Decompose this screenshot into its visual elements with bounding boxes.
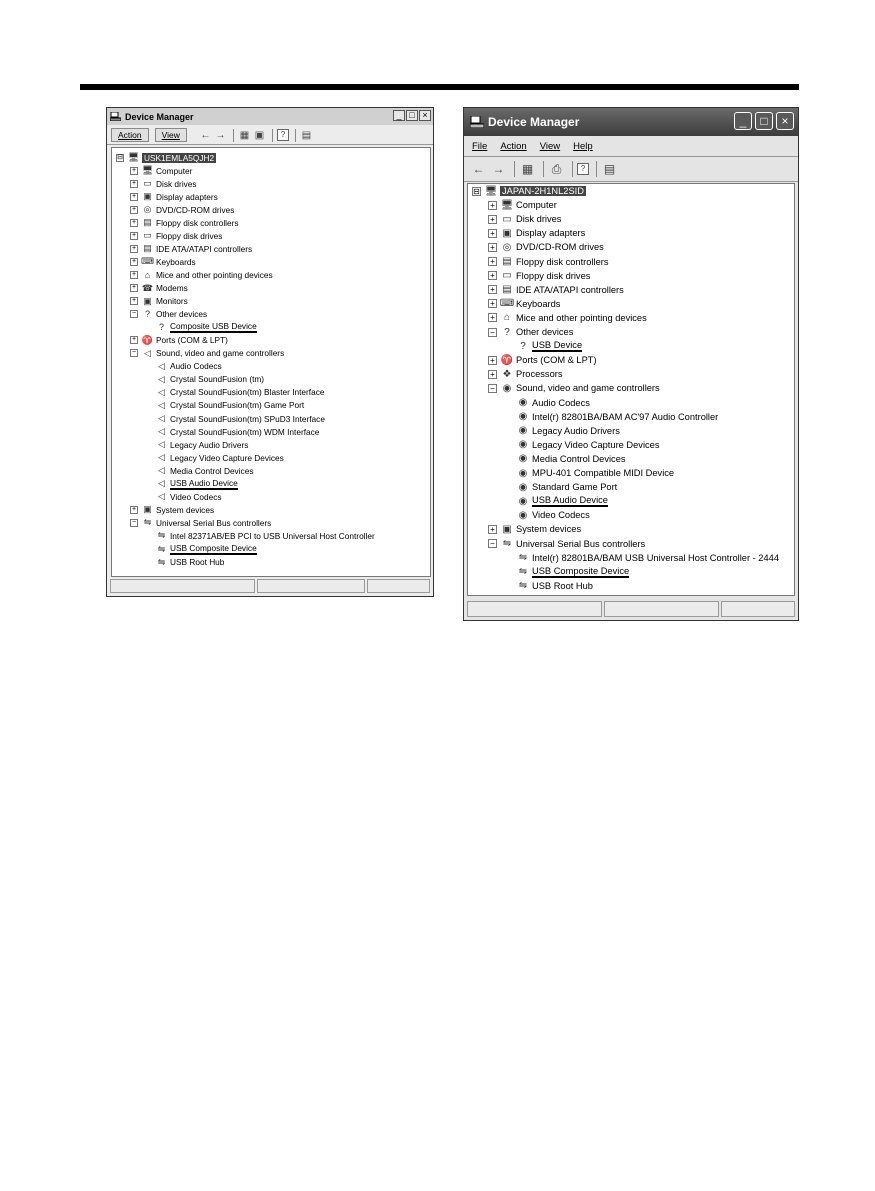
- expand-icon[interactable]: +: [131, 297, 137, 305]
- speaker-icon: ◁: [158, 491, 165, 502]
- toolbar-separator: [272, 129, 273, 142]
- tree-device[interactable]: [144, 399, 304, 412]
- tree-root[interactable]: [116, 151, 216, 164]
- expand-icon[interactable]: +: [131, 257, 137, 265]
- window-title: Device Manager: [125, 111, 194, 122]
- tree-item-label: Mice and other pointing devices: [516, 312, 647, 323]
- cd-drive-icon: ◎: [143, 204, 152, 215]
- tree-item-label: Computer: [156, 165, 193, 176]
- device-manager-icon: [470, 116, 484, 128]
- tree-category[interactable]: [130, 203, 234, 216]
- tree-item-label: USB Audio Device: [532, 495, 608, 506]
- tree-device[interactable]: [144, 477, 238, 490]
- tree-item-label: USB Composite Device: [170, 543, 257, 553]
- expand-icon[interactable]: +: [488, 525, 497, 534]
- tree-item-label: Disk drives: [516, 214, 562, 225]
- tree-item-label: JAPAN-2H1NL2SID: [502, 186, 584, 196]
- speaker-icon: ◉: [518, 425, 528, 437]
- tree-category[interactable]: [130, 190, 218, 203]
- computer-icon: 🖥: [141, 165, 154, 176]
- tree-item-label: Ports (COM & LPT): [156, 335, 228, 346]
- tree-item-label: Media Control Devices: [532, 453, 626, 464]
- tree-item-label: Legacy Video Capture Devices: [532, 439, 660, 450]
- computer-icon: 🖥: [500, 199, 514, 211]
- speaker-icon: ◉: [502, 382, 512, 394]
- back-arrow-icon[interactable]: ←: [200, 129, 211, 141]
- tree-category[interactable]: [130, 255, 196, 268]
- cd-drive-icon: ◎: [502, 241, 512, 253]
- tree-item-label: Crystal SoundFusion(tm) Blaster Interface: [170, 387, 325, 398]
- tree-item-label: IDE ATA/ATAPI controllers: [516, 284, 624, 295]
- mouse-icon: ⌂: [503, 312, 511, 324]
- tree-category[interactable]: [488, 212, 561, 226]
- expand-icon[interactable]: +: [488, 313, 497, 322]
- expand-icon[interactable]: +: [488, 215, 497, 224]
- ide-controller-icon: ▤: [143, 243, 152, 254]
- tree-item-label: USB Composite Device: [532, 565, 630, 576]
- device-manager-window-classic: [106, 107, 434, 597]
- tree-item-label: Other devices: [156, 309, 208, 320]
- question-icon: ?: [504, 326, 510, 338]
- title-bar[interactable]: [107, 108, 433, 125]
- ide-controller-icon: ▤: [502, 284, 512, 296]
- tree-item-label: Universal Serial Bus controllers: [516, 538, 646, 549]
- tree-item-label: Standard Game Port: [532, 482, 618, 493]
- window-title: Device Manager: [488, 115, 580, 129]
- disk-drive-icon: ▭: [502, 213, 512, 225]
- tree-item-label: System devices: [156, 504, 215, 515]
- tree-item-label: Legacy Video Capture Devices: [170, 452, 284, 463]
- tree-device[interactable]: [144, 438, 248, 451]
- forward-arrow-icon[interactable]: →: [492, 162, 505, 176]
- tree-device[interactable]: [144, 386, 324, 399]
- maximize-button[interactable]: □: [755, 112, 773, 130]
- close-button[interactable]: ×: [419, 110, 431, 121]
- tree-device[interactable]: [144, 490, 222, 503]
- status-pane: [257, 579, 365, 593]
- properties-icon[interactable]: ▣: [254, 129, 265, 141]
- tree-device[interactable]: [144, 321, 257, 334]
- expand-icon[interactable]: +: [488, 271, 497, 280]
- question-icon: ?: [520, 340, 526, 352]
- tree-item-label: Audio Codecs: [170, 361, 222, 372]
- tree-item-label: Intel(r) 82801BA/BAM AC'97 Audio Controller: [532, 411, 719, 422]
- help-icon[interactable]: ?: [577, 163, 589, 175]
- tree-item-label: Display adapters: [516, 228, 586, 239]
- tree-root[interactable]: [472, 184, 586, 198]
- tree-item-label: USK1EMLA5QJH2: [144, 152, 215, 163]
- tree-device[interactable]: [144, 464, 253, 477]
- speaker-icon: ◁: [158, 465, 165, 476]
- processor-icon: ❖: [502, 368, 512, 380]
- tree-category[interactable]: [130, 216, 239, 229]
- port-icon: ♈: [500, 354, 514, 366]
- tree-device[interactable]: [504, 438, 659, 452]
- tree-category[interactable]: [488, 240, 604, 254]
- speaker-icon: ◁: [158, 360, 165, 371]
- tree-item-label: Sound, video and game controllers: [516, 383, 660, 394]
- tree-item-label: Audio Codecs: [532, 397, 590, 408]
- tree-category[interactable]: [488, 537, 645, 551]
- usb-icon: ⇋: [157, 530, 166, 541]
- tree-item-label: Computer: [516, 200, 557, 211]
- computer-icon: 🖥: [127, 152, 140, 162]
- tree-device[interactable]: [144, 412, 325, 425]
- tree-item-label: USB Audio Device: [170, 477, 238, 488]
- forward-arrow-icon[interactable]: →: [215, 129, 226, 141]
- system-device-icon: ▣: [502, 523, 512, 535]
- tree-device[interactable]: [144, 556, 224, 569]
- toolbar-separator: [233, 129, 234, 142]
- tree-category[interactable]: [488, 381, 660, 395]
- toolbar-separator: [514, 161, 515, 177]
- tree-item-label: Floppy disk controllers: [516, 256, 609, 267]
- tree-item-label: Crystal SoundFusion (tm): [170, 374, 265, 385]
- tree-device[interactable]: [144, 373, 264, 386]
- tree-item-label: Floppy disk drives: [516, 270, 591, 281]
- status-bar: [467, 601, 795, 617]
- mouse-icon: ⌂: [144, 269, 151, 280]
- device-tree[interactable]: [467, 183, 795, 596]
- expand-icon[interactable]: +: [488, 243, 497, 252]
- title-bar[interactable]: [464, 108, 798, 136]
- tree-device[interactable]: [504, 410, 718, 424]
- usb-icon: ⇋: [157, 543, 166, 554]
- tree-item-label: Other devices: [516, 327, 574, 337]
- keyboard-icon: ⌨: [141, 256, 154, 267]
- menu-view[interactable]: View: [155, 128, 187, 142]
- tree-item-label: Crystal SoundFusion(tm) SPuD3 Interface: [170, 413, 325, 424]
- floppy-controller-icon: ▤: [502, 256, 512, 267]
- tree-item-label: USB Root Hub: [170, 557, 225, 568]
- tree-item-label: Ports (COM & LPT): [516, 355, 597, 366]
- floppy-drive-icon: ▭: [502, 270, 512, 282]
- tree-device[interactable]: [144, 425, 319, 438]
- back-arrow-icon[interactable]: ←: [472, 162, 485, 176]
- menu-action[interactable]: Action: [111, 128, 149, 142]
- help-icon[interactable]: ?: [277, 129, 289, 141]
- expand-icon[interactable]: +: [131, 218, 137, 226]
- tree-item-label: Monitors: [156, 296, 188, 307]
- tree-category[interactable]: [130, 177, 197, 190]
- tree-item-label: Processors: [516, 369, 563, 380]
- tree-item-label: Crystal SoundFusion(tm) Game Port: [170, 400, 305, 411]
- speaker-icon: ◁: [158, 399, 165, 410]
- device-manager-window-xp: [463, 107, 799, 621]
- speaker-icon: ◁: [158, 413, 165, 423]
- tree-category[interactable]: [130, 308, 207, 321]
- tree-item-label: Modems: [156, 283, 188, 293]
- expand-icon[interactable]: +: [131, 270, 137, 278]
- modem-icon: ☎: [141, 282, 154, 293]
- collapse-icon[interactable]: −: [131, 349, 137, 357]
- port-icon: ♈: [141, 334, 154, 345]
- page-rule: [80, 84, 799, 90]
- maximize-button[interactable]: □: [406, 110, 418, 121]
- speaker-icon: ◉: [518, 439, 528, 451]
- usb-icon: ⇋: [143, 517, 152, 528]
- tree-device[interactable]: [504, 508, 590, 522]
- tree-item-label: Intel(r) 82801BA/BAM USB Universal Host Controller - 2444: [532, 552, 779, 563]
- scan-hardware-icon[interactable]: ▤: [603, 162, 616, 176]
- collapse-icon[interactable]: −: [488, 328, 497, 337]
- toolbar-separator: [596, 161, 597, 177]
- toolbar-separator: [572, 161, 573, 177]
- collapse-icon[interactable]: ⊟: [473, 186, 480, 196]
- tree-device[interactable]: [504, 466, 674, 480]
- toolbar: [199, 126, 433, 144]
- device-manager-icon: [110, 112, 121, 121]
- tree-item-label: MPU-401 Compatible MIDI Device: [532, 468, 675, 478]
- tree-item-label: Keyboards: [516, 298, 561, 309]
- tree-category[interactable]: [130, 229, 222, 242]
- status-pane: [467, 601, 602, 617]
- tree-category[interactable]: [488, 325, 573, 339]
- usb-icon: ⇋: [518, 566, 528, 578]
- speaker-icon: ◉: [518, 397, 528, 408]
- floppy-controller-icon: ▤: [143, 217, 152, 228]
- toolbar: [464, 156, 798, 182]
- tree-device[interactable]: [504, 494, 608, 508]
- tree-category[interactable]: [130, 516, 271, 529]
- collapse-icon[interactable]: −: [131, 518, 137, 526]
- tree-item-label: Floppy disk drives: [156, 230, 223, 241]
- tree-device[interactable]: [144, 360, 222, 373]
- collapse-icon[interactable]: −: [488, 539, 497, 548]
- usb-icon: ⇋: [502, 538, 512, 549]
- tree-category[interactable]: [488, 269, 590, 283]
- close-button[interactable]: ×: [776, 112, 794, 130]
- print-icon[interactable]: ⎙: [551, 161, 562, 176]
- tree-item-label: USB Root Hub: [532, 580, 593, 591]
- expand-icon[interactable]: +: [131, 166, 137, 174]
- tree-category[interactable]: [488, 297, 560, 311]
- tree-item-label: Media Control Devices: [170, 465, 254, 476]
- tree-category[interactable]: [488, 367, 563, 381]
- question-icon: ?: [144, 309, 150, 320]
- speaker-icon: ◉: [518, 481, 528, 493]
- menu-action[interactable]: Action: [500, 140, 527, 152]
- expand-icon[interactable]: +: [488, 229, 497, 238]
- tree-item-label: Mice and other pointing devices: [156, 269, 273, 280]
- expand-icon[interactable]: +: [131, 205, 137, 213]
- tree-category[interactable]: [488, 283, 624, 297]
- usb-icon: ⇋: [518, 552, 528, 564]
- tree-device[interactable]: [504, 579, 593, 593]
- collapse-icon[interactable]: −: [488, 384, 497, 393]
- speaker-icon: ◉: [518, 467, 528, 479]
- tree-device[interactable]: [504, 565, 629, 579]
- tree-device[interactable]: [144, 543, 257, 556]
- expand-icon[interactable]: +: [488, 299, 497, 308]
- menu-view[interactable]: View: [539, 140, 561, 152]
- tree-category[interactable]: [130, 268, 273, 281]
- collapse-icon[interactable]: −: [131, 310, 137, 318]
- system-device-icon: ▣: [143, 504, 152, 515]
- tree-category[interactable]: [488, 226, 585, 240]
- tree-item-label: DVD/CD-ROM drives: [516, 242, 604, 253]
- speaker-icon: ◁: [158, 373, 165, 384]
- status-bar: [110, 579, 430, 593]
- tree-category[interactable]: [488, 198, 557, 212]
- speaker-icon: ◉: [518, 509, 528, 521]
- tree-item-label: Display adapters: [156, 191, 218, 202]
- tree-category[interactable]: [130, 347, 284, 360]
- collapse-icon[interactable]: ⊟: [117, 153, 123, 161]
- minimize-button[interactable]: _: [734, 112, 752, 130]
- expand-icon[interactable]: +: [488, 356, 497, 365]
- computer-icon: 🖥: [484, 185, 498, 197]
- monitor-icon: ▣: [143, 295, 152, 306]
- expand-icon[interactable]: +: [131, 192, 137, 200]
- tree-view-icon[interactable]: ▦: [239, 129, 250, 141]
- tree-category[interactable]: [130, 503, 214, 516]
- display-adapter-icon: ▣: [502, 227, 512, 239]
- tree-item-label: Keyboards: [156, 256, 196, 267]
- speaker-icon: ◉: [518, 453, 528, 465]
- tree-category[interactable]: [488, 353, 597, 367]
- tree-category[interactable]: [130, 334, 228, 347]
- tree-item-label: Crystal SoundFusion(tm) WDM Interface: [170, 426, 320, 437]
- tree-category[interactable]: [488, 255, 609, 269]
- tree-device[interactable]: [504, 551, 779, 565]
- speaker-icon: ◁: [144, 347, 151, 358]
- minimize-button[interactable]: _: [393, 110, 405, 121]
- tree-item-label: Legacy Audio Drivers: [170, 439, 249, 450]
- tree-item-label: DVD/CD-ROM drives: [156, 204, 235, 215]
- expand-icon[interactable]: +: [131, 231, 137, 239]
- display-adapter-icon: ▣: [143, 191, 152, 202]
- tree-device[interactable]: [504, 424, 620, 438]
- speaker-icon: ◁: [158, 452, 165, 463]
- floppy-drive-icon: ▭: [143, 230, 152, 241]
- tree-item-label: Floppy disk controllers: [156, 217, 239, 228]
- status-pane: [110, 579, 255, 593]
- tree-item-label: Disk drives: [156, 178, 197, 189]
- tree-item-label: Intel 82371AB/EB PCI to USB Universal Host Controller: [170, 530, 375, 541]
- speaker-icon: ◉: [518, 411, 528, 423]
- expand-icon[interactable]: +: [488, 285, 497, 294]
- status-pane: [367, 579, 430, 593]
- expand-icon[interactable]: +: [131, 284, 137, 291]
- expand-icon[interactable]: +: [131, 505, 137, 513]
- tree-category[interactable]: [130, 242, 252, 255]
- toolbar-separator: [295, 129, 296, 142]
- menu-help[interactable]: Help: [573, 140, 593, 152]
- tree-device[interactable]: [504, 339, 582, 353]
- tree-item-label: Composite USB Device: [170, 321, 257, 332]
- tree-category[interactable]: [488, 522, 581, 536]
- tree-view-icon[interactable]: ▦: [521, 162, 534, 176]
- tree-item-label: Video Codecs: [170, 491, 222, 502]
- expand-icon[interactable]: +: [488, 257, 497, 266]
- scan-hardware-icon[interactable]: ▤: [301, 129, 312, 141]
- expand-icon[interactable]: +: [488, 370, 497, 379]
- menu-file[interactable]: File: [472, 140, 488, 152]
- tree-device[interactable]: [504, 480, 617, 494]
- expand-icon[interactable]: +: [131, 244, 137, 252]
- expand-icon[interactable]: +: [131, 336, 137, 344]
- tree-item-label: Legacy Audio Drivers: [532, 425, 620, 436]
- speaker-icon: ◉: [518, 495, 528, 507]
- tree-category[interactable]: [130, 164, 192, 177]
- device-tree[interactable]: [111, 147, 431, 577]
- tree-category[interactable]: [130, 295, 188, 308]
- speaker-icon: ◁: [158, 426, 165, 437]
- status-pane: [721, 601, 795, 617]
- tree-device[interactable]: [144, 529, 375, 542]
- tree-item-label: Universal Serial Bus controllers: [156, 517, 272, 528]
- tree-category[interactable]: [130, 282, 188, 295]
- tree-item-label: USB Device: [532, 340, 583, 351]
- status-pane: [604, 601, 719, 617]
- tree-category[interactable]: [488, 311, 647, 325]
- speaker-icon: ◁: [158, 386, 165, 397]
- speaker-icon: ◁: [158, 478, 165, 489]
- tree-device[interactable]: [144, 451, 284, 464]
- question-icon: ?: [158, 322, 164, 333]
- usb-icon: ⇋: [518, 580, 528, 592]
- tree-device[interactable]: [504, 452, 626, 466]
- tree-device[interactable]: [504, 396, 590, 410]
- expand-icon[interactable]: +: [131, 179, 137, 187]
- tree-item-label: Sound, video and game controllers: [156, 348, 285, 359]
- tree-item-label: Video Codecs: [532, 510, 590, 521]
- usb-icon: ⇋: [157, 556, 166, 567]
- menu-bar: [464, 138, 798, 154]
- expand-icon[interactable]: +: [488, 201, 497, 210]
- tree-item-label: System devices: [516, 524, 582, 535]
- speaker-icon: ◁: [158, 439, 165, 450]
- toolbar-separator: [543, 161, 544, 177]
- tree-item-label: IDE ATA/ATAPI controllers: [156, 243, 253, 254]
- keyboard-icon: ⌨: [499, 298, 515, 310]
- disk-drive-icon: ▭: [143, 178, 152, 189]
